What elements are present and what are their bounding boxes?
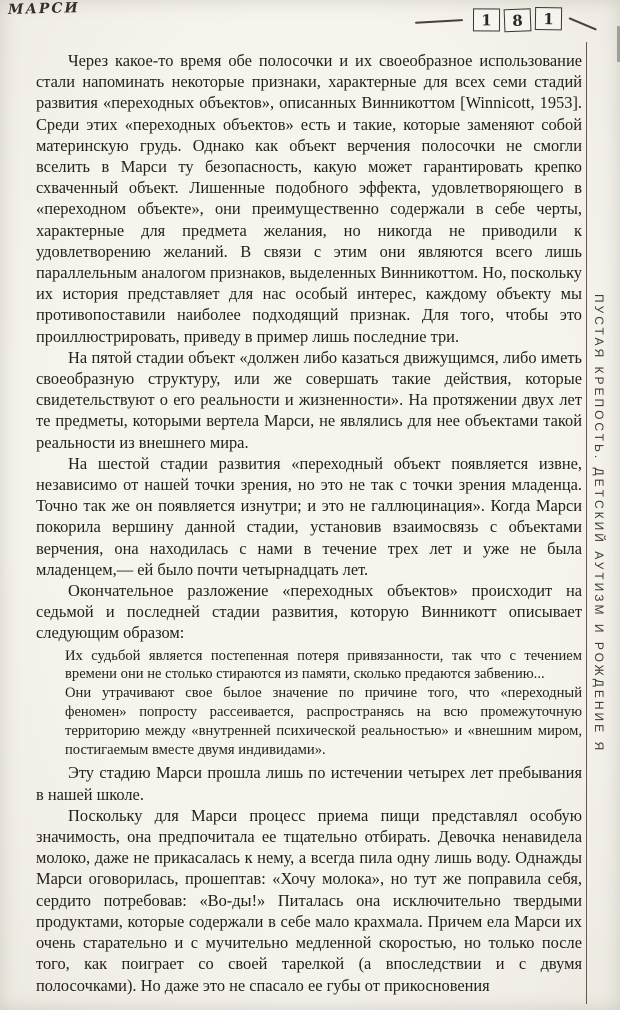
paragraph: Поскольку для Марси процесс приема пищи представлял особую значимость, она предпочитала ее тщательно отбирать. Девочка ненавидела молоко, даже не прикасалась к нему, а всегда пила одну лишь воду. Однажды Марси оговорилась, прошептав: «Хочу молока», но тут же поправила себя, сердито потребовав: «Во-ды!» Питалась она исключительно твердыми продуктами, которые содержали в себе мало крахмала. Причем ела Марси их очень старательно и с мучительно медленной скоростью, но только после того, как поиграет со своей тарелкой (а впоследствии и с двумя полосочками). Но даже это не спасало ее губы от прикосновения	[36, 805, 582, 995]
paragraph: На пятой стадии объект «должен либо казаться движущимся, либо иметь своеобразную структуру, или же совершать такие действия, которые свидетельствуют о его реальности и жизненности». На протяжении двух лет те предметы, которыми вертела Марси, не являлись для нее объектами такой реальности из внешнего мира.	[36, 347, 582, 452]
pen-stroke-right	[568, 17, 596, 30]
book-title-vertical: ПУСТАЯ КРЕПОСТЬ. ДЕТСКИЙ АУТИЗМ И РОЖДЕНИЕ Я	[592, 294, 606, 754]
paragraph: Окончательное разложение «переходных объектов» происходит на седьмой и последней стадии развития, которую Винникотт описывает следующим образом:	[36, 581, 582, 643]
page-number-digit: 8	[511, 11, 524, 30]
margin-rule	[586, 42, 587, 1004]
paragraph: Через какое-то время обе полосочки и их своеобразное использование стали напоминать некоторые признаки, характерные для всех семи стадий развития «переходных объектов», описанных Винникоттом [Winnicott, 1953]. Среди этих «переходных объектов» есть и такие, которые заменяют собой материнскую грудь. Однако как объект верчения полосочки не смогли вселить в Марси ту безопасность, какую может гарантировать крепко схваченный объект. Лишенные подобного эффекта, удовлетворяющего в «переходном объекте», они преимущественно содержали в себе черты, характерные для предмета желания, но никогда не приводили к удовлетворению желаний. В связи с этим они являются всего лишь параллельным аналогом признаков, выделенных Винникоттом. Но, поскольку их история представляет для нас особый интерес, каждому объекту мы противопоставили наиболее подходящий признак. Для того, чтобы это проиллюстрировать, приведу в пример лишь последние три.	[36, 51, 582, 346]
page-text	[36, 50, 582, 996]
page-number-box	[473, 8, 500, 31]
paragraph: Эту стадию Марси прошла лишь по истечении четырех лет пребывания в нашей школе.	[36, 763, 582, 804]
page-number-box	[535, 7, 562, 30]
running-head: МАРСИ	[7, 0, 80, 18]
paragraph: На шестой стадии развития «переходный объект появляется извне, независимо от нашей точки зрения, но это не так с точки зрения младенца. Точно так же он появляется изнутри; и это не галлюцинация». Когда Марси покорила вершину данной стадии, установив взаимосвязь с объектами верчения, она находилась с нами в течение трех лет и уже не была младенцем,— ей было почти четырнадцать лет.	[36, 453, 582, 579]
quote-paragraph: Они утрачивают свое былое значение по причине того, что «переходный феномен» попросту рассеивается, распространясь на всю промежуточную территорию между «внутренней психической реальностью» и «внешним миром, постигаемым вместе двумя индивидами».	[65, 685, 582, 758]
quote-paragraph: Их судьбой является постепенная потеря привязанности, так что с течением времени они не столько стираются из памяти, сколько предаются забвению...	[65, 647, 582, 683]
page-number-digit: 1	[481, 10, 492, 29]
page-number-box	[504, 8, 532, 32]
page-number-digit: 1	[543, 9, 554, 28]
block-quote	[65, 647, 582, 760]
page-number	[415, 6, 600, 33]
pen-stroke-left	[415, 19, 463, 24]
